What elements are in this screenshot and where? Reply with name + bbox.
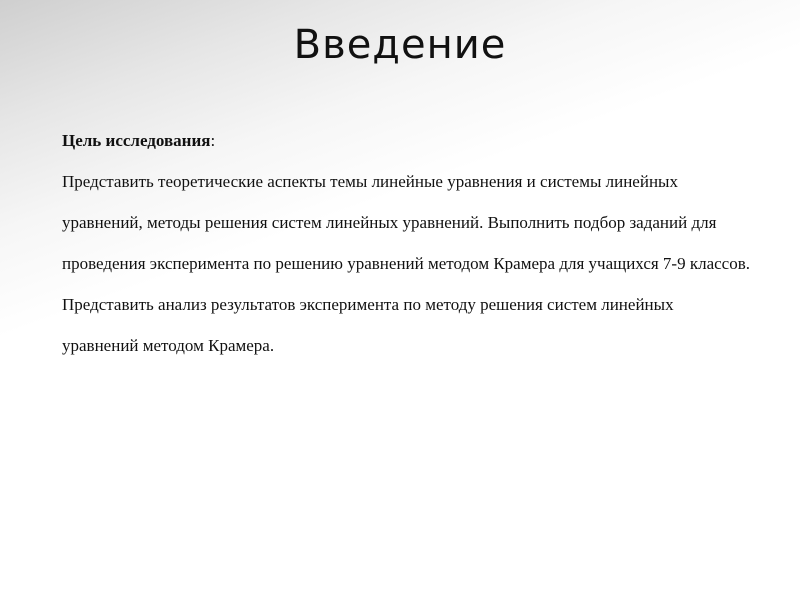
goal-colon: : — [210, 131, 216, 150]
goal-heading — [62, 124, 752, 158]
slide-content — [62, 124, 752, 366]
slide-title: Введение — [293, 22, 507, 68]
goal-description: Представить теоретические аспекты темы линейные уравнения и системы линейных уравнений, методы решения систем линейных уравнений. Выполнить подбор заданий для проведения эксперимента по решению уравнений методом Крамера для учащихся 7-9 классов. Представить анализ результатов эксперимента по методу решения систем линейных уравнений методом Крамера. — [62, 172, 751, 355]
goal-label: Цель исследования — [62, 131, 211, 150]
